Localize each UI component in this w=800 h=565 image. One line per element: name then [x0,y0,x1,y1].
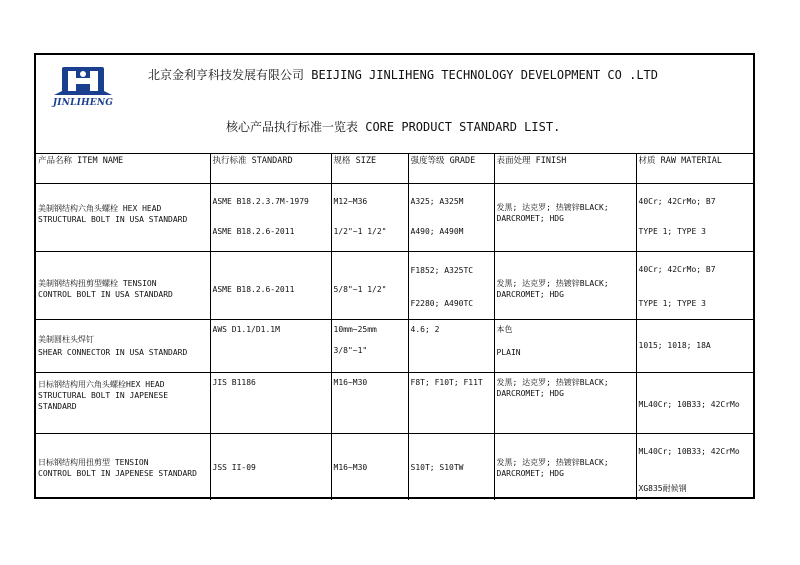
table-row [36,434,753,501]
size-line: 1/2"~1 1/2" [333,227,387,236]
raw-material-line: XG835耐候钢 [638,484,687,493]
jinliheng-logo-icon [48,65,118,97]
sheet-header [36,55,753,154]
header-size [331,153,408,184]
size-line: M16~M30 [333,463,368,472]
cell-item-name [36,252,210,320]
cell-grade [408,434,494,501]
standard-line: ASME B18.2.6-2011 [212,285,295,294]
cell-finish [494,373,636,434]
item-name-line: 美制钢结构六角头螺栓 HEX HEAD [38,204,162,213]
raw-material-line: 1015; 1018; 18A [638,341,711,350]
document-title: 核心产品执行标准一览表 CORE PRODUCT STANDARD LIST. [226,120,561,134]
finish-line: 本色 [496,325,513,334]
finish-line: DARCROMET; HDG [496,389,564,398]
grade-line: A490; A490M [410,227,464,236]
standards-table [36,153,753,500]
cell-standard [210,434,331,501]
grade-line: F1852; A325TC [410,266,474,275]
header-standard [210,153,331,184]
header-label: 规格 SIZE [333,156,377,166]
header-label: 执行标准 STANDARD [212,156,293,166]
cell-finish [494,184,636,252]
item-name-line: 日标钢结构用六角头螺栓HEX HEAD [38,380,165,389]
finish-line: 发黑; 达克罗; 热镀锌BLACK; [496,378,609,387]
cell-size [331,252,408,320]
raw-material-line: TYPE 1; TYPE 3 [638,299,706,308]
cell-standard [210,320,331,373]
cell-raw-material [636,320,753,373]
company-logo [48,65,118,111]
finish-line: PLAIN [496,348,521,357]
company-name: 北京金利亨科技发展有限公司 BEIJING JINLIHENG TECHNOLOGY DEVELOPMENT CO .LTD [148,68,659,82]
raw-material-line: ML40Cr; 10B33; 42CrMo [638,447,740,456]
cell-raw-material [636,373,753,434]
header-finish [494,153,636,184]
cell-raw-material [636,434,753,501]
standard-line: ASME B18.2.6-2011 [212,227,295,236]
cell-finish [494,320,636,373]
finish-line: 发黑; 达克罗; 热镀锌BLACK; [496,203,609,212]
item-name-line: STRUCTURAL BOLT IN USA STANDARD [38,215,188,224]
raw-material-line: TYPE 1; TYPE 3 [638,227,706,236]
cell-size [331,434,408,501]
cell-standard [210,184,331,252]
header-item-name [36,153,210,184]
cell-standard [210,373,331,434]
standard-line: ASME B18.2.3.7M-1979 [212,197,309,206]
header-grade [408,153,494,184]
size-line: M12~M36 [333,197,368,206]
cell-item-name [36,320,210,373]
cell-standard [210,252,331,320]
item-name-line: 美制圆柱头焊钉 [38,335,94,344]
finish-line: DARCROMET; HDG [496,469,564,478]
grade-line: F2280; A490TC [410,299,474,308]
cell-item-name [36,434,210,501]
header-label: 产品名称 ITEM NAME [38,156,124,166]
grade-line: A325; A325M [410,197,464,206]
item-name-line: STRUCTURAL BOLT IN JAPENESE [38,391,169,400]
raw-material-line: 40Cr; 42CrMo; B7 [638,265,716,274]
header-raw-material [636,153,753,184]
standard-line: JIS B1186 [212,378,256,387]
cell-raw-material [636,252,753,320]
raw-material-line: ML40Cr; 10B33; 42CrMo [638,400,740,409]
cell-grade [408,373,494,434]
raw-material-line: 40Cr; 42CrMo; B7 [638,197,716,206]
size-line: 10mm~25mm [333,325,377,334]
finish-line: 发黑; 达克罗; 热镀锌BLACK; [496,279,609,288]
cell-grade [408,184,494,252]
item-name-line: 日标钢结构用扭剪型 TENSION [38,458,149,467]
finish-line: DARCROMET; HDG [496,290,564,299]
product-standard-sheet [34,53,755,499]
cell-finish [494,252,636,320]
cell-raw-material [636,184,753,252]
table-header-row [36,153,753,184]
cell-item-name [36,184,210,252]
finish-line: DARCROMET; HDG [496,214,564,223]
cell-finish [494,434,636,501]
table-row [36,373,753,434]
header-label: 表面处理 FINISH [496,156,567,166]
item-name-line: STANDARD [38,402,77,411]
grade-line: S10T; S10TW [410,463,464,472]
size-line: 3/8"~1" [333,346,368,355]
table-row [36,320,753,373]
cell-grade [408,252,494,320]
item-name-line: CONTROL BOLT IN USA STANDARD [38,290,173,299]
cell-grade [408,320,494,373]
item-name-line: CONTROL BOLT IN JAPENESE STANDARD [38,469,197,478]
table-row [36,184,753,252]
standard-line: JSS II-09 [212,463,256,472]
logo-wordmark: JINLIHENG [52,98,114,108]
size-line: 5/8"~1 1/2" [333,285,387,294]
table-row [36,252,753,320]
grade-line: F8T; F10T; F11T [410,378,483,387]
header-label: 强度等级 GRADE [410,156,476,166]
cell-size [331,373,408,434]
standard-line: AWS D1.1/D1.1M [212,325,280,334]
size-line: M16~M30 [333,378,368,387]
grade-line: 4.6; 2 [410,325,440,334]
item-name-line: 美制钢结构扭剪型螺栓 TENSION [38,279,157,288]
cell-item-name [36,373,210,434]
cell-size [331,320,408,373]
header-label: 材质 RAW MATERIAL [638,156,723,166]
item-name-line: SHEAR CONNECTOR IN USA STANDARD [38,348,188,357]
finish-line: 发黑; 达克罗; 热镀锌BLACK; [496,458,609,467]
cell-size [331,184,408,252]
